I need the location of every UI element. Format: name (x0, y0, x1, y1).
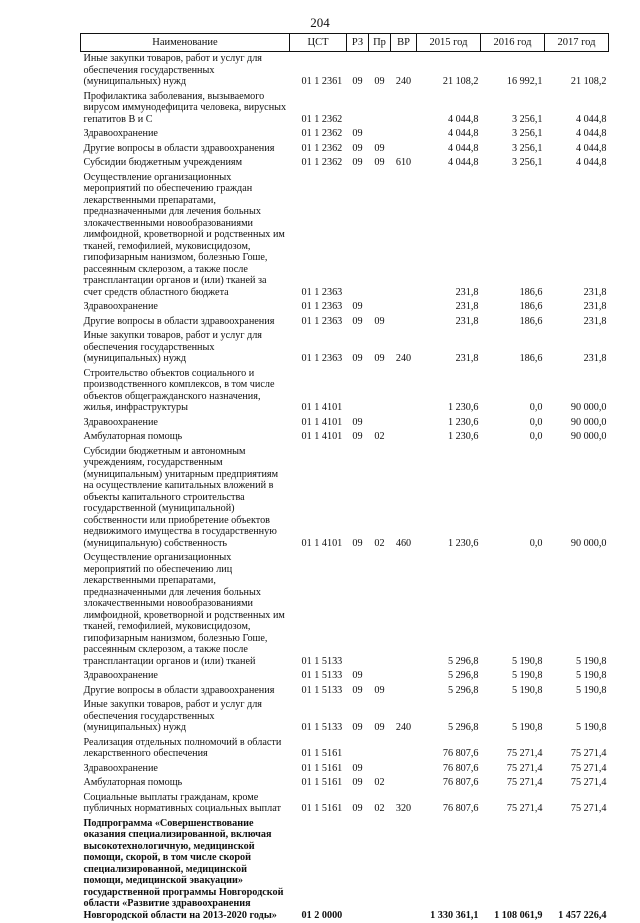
row-2015: 5 296,8 (417, 684, 481, 699)
row-vr: 320 (391, 791, 417, 817)
row-2017: 5 190,8 (545, 551, 609, 669)
row-pr: 02 (369, 430, 391, 445)
row-2016: 5 190,8 (481, 698, 545, 736)
row-name: Профилактика заболевания, вызываемого вирусом иммунодефицита человека, вирусных гепатитов В и С (81, 90, 290, 128)
row-rz: 09 (347, 762, 369, 777)
row-2015: 76 807,6 (417, 736, 481, 762)
row-2016: 5 190,8 (481, 669, 545, 684)
row-rz: 09 (347, 142, 369, 157)
row-vr (391, 127, 417, 142)
row-name: Другие вопросы в области здравоохранения (81, 142, 290, 157)
row-cst: 01 1 2363 (290, 171, 347, 301)
budget-table (80, 33, 609, 923)
row-cst: 01 1 4101 (290, 445, 347, 552)
row-name: Осуществление организационных мероприятий по обеспечению граждан лекарственными препаратами, предназначенными для лечения больных злокачественными новообразованиями лимфоидной, кроветворной и родственных им тканей, гемофилией, муковисцидозом, гипофизарным нанизмом, болезнью Гоше, рассеянным склерозом, а также после трансплантации органов и (или) тканей за счет средств областного бюджета (81, 171, 290, 301)
row-2015: 5 296,8 (417, 669, 481, 684)
row-2016: 75 271,4 (481, 776, 545, 791)
row-name: Социальные выплаты гражданам, кроме публичных нормативных социальных выплат (81, 791, 290, 817)
row-cst: 01 1 2363 (290, 329, 347, 367)
table-row (81, 416, 609, 431)
row-2015: 1 230,6 (417, 367, 481, 416)
row-cst: 01 1 2362 (290, 142, 347, 157)
table-row (81, 669, 609, 684)
row-2016: 1 108 061,9 (481, 817, 545, 923)
row-vr (391, 142, 417, 157)
table-row (81, 90, 609, 128)
row-name: Строительство объектов социального и производственного комплексов, в том числе объектов общегражданского назначения, жилья, инфраструктуры (81, 367, 290, 416)
row-pr (369, 817, 391, 923)
row-2017: 75 271,4 (545, 736, 609, 762)
row-rz: 09 (347, 669, 369, 684)
table-row (81, 127, 609, 142)
header-name: Наименование (81, 34, 290, 52)
row-name: Осуществление организационных мероприятий по обеспечению лиц лекарственными препаратами, предназначенными для лечения больных злокачественными новообразованиями лимфоидной, кроветворной и родственных им тканей, гемофилией, муковисцидозом, гипофизарным нанизмом, болезнью Гоше, рассеянным склерозом, а также после трансплантации органов и (или) тканей (81, 551, 290, 669)
row-pr: 09 (369, 698, 391, 736)
row-vr: 460 (391, 445, 417, 552)
row-rz: 09 (347, 684, 369, 699)
row-name: Амбулаторная помощь (81, 776, 290, 791)
row-2016: 75 271,4 (481, 736, 545, 762)
row-cst: 01 1 4101 (290, 416, 347, 431)
row-vr (391, 551, 417, 669)
row-name: Иные закупки товаров, работ и услуг для обеспечения государственных (муниципальных) нужд (81, 698, 290, 736)
row-name: Реализация отдельных полномочий в области лекарственного обеспечения (81, 736, 290, 762)
row-pr (369, 736, 391, 762)
row-name: Субсидии бюджетным и автономным учреждениям, государственным (муниципальным) унитарным предприятиям на осуществление капитальных вложений в объекты капитального строительства государственной (муниципальной) собственности или приобретение объектов недвижимого имущества в государственную (муниципальную) собственность (81, 445, 290, 552)
row-2015: 1 230,6 (417, 445, 481, 552)
row-name: Амбулаторная помощь (81, 430, 290, 445)
row-vr (391, 776, 417, 791)
row-name: Здравоохранение (81, 300, 290, 315)
row-2015: 4 044,8 (417, 142, 481, 157)
row-pr (369, 551, 391, 669)
table-row (81, 736, 609, 762)
row-cst: 01 1 2362 (290, 90, 347, 128)
table-row (81, 430, 609, 445)
row-vr (391, 367, 417, 416)
row-2017: 4 044,8 (545, 127, 609, 142)
row-2015: 4 044,8 (417, 156, 481, 171)
row-2016: 3 256,1 (481, 90, 545, 128)
row-2015: 4 044,8 (417, 127, 481, 142)
row-2017: 4 044,8 (545, 156, 609, 171)
row-2017: 75 271,4 (545, 791, 609, 817)
row-pr (369, 367, 391, 416)
row-2016: 186,6 (481, 171, 545, 301)
row-cst: 01 1 5133 (290, 551, 347, 669)
row-rz: 09 (347, 127, 369, 142)
row-2017: 75 271,4 (545, 762, 609, 777)
row-2016: 3 256,1 (481, 127, 545, 142)
row-2015: 231,8 (417, 300, 481, 315)
table-row (81, 300, 609, 315)
table-row (81, 762, 609, 777)
row-2016: 0,0 (481, 416, 545, 431)
row-vr: 240 (391, 52, 417, 90)
row-2016: 0,0 (481, 430, 545, 445)
row-2015: 76 807,6 (417, 791, 481, 817)
row-pr: 09 (369, 156, 391, 171)
row-2017: 5 190,8 (545, 684, 609, 699)
row-name: Подпрограмма «Совершенствование оказания специализированной, включая высокотехнологичную, медицинской помощи, скорой, в том числе скорой специализированной, медицинской помощи, медицинской эвакуации» государственной программы Новгородской области «Развитие здравоохранения Новгородской области на 2013-2020 годы» (81, 817, 290, 923)
row-2015: 76 807,6 (417, 776, 481, 791)
row-name: Здравоохранение (81, 669, 290, 684)
header-2017: 2017 год (545, 34, 609, 52)
row-rz: 09 (347, 791, 369, 817)
row-cst: 01 1 2363 (290, 300, 347, 315)
header-rz: РЗ (347, 34, 369, 52)
row-2016: 16 992,1 (481, 52, 545, 90)
row-pr (369, 669, 391, 684)
row-2016: 75 271,4 (481, 791, 545, 817)
row-pr: 02 (369, 776, 391, 791)
row-2016: 0,0 (481, 367, 545, 416)
row-vr (391, 736, 417, 762)
row-cst: 01 1 2363 (290, 315, 347, 330)
table-row (81, 171, 609, 301)
row-cst: 01 1 4101 (290, 367, 347, 416)
row-rz: 09 (347, 416, 369, 431)
row-2016: 0,0 (481, 445, 545, 552)
table-row (81, 684, 609, 699)
row-2017: 90 000,0 (545, 430, 609, 445)
row-pr: 09 (369, 329, 391, 367)
row-pr (369, 90, 391, 128)
row-vr (391, 300, 417, 315)
row-2016: 3 256,1 (481, 142, 545, 157)
table-body (81, 52, 609, 923)
table-row (81, 791, 609, 817)
row-pr: 02 (369, 791, 391, 817)
row-2015: 76 807,6 (417, 762, 481, 777)
header-vr: ВР (391, 34, 417, 52)
row-rz: 09 (347, 52, 369, 90)
table-row (81, 52, 609, 90)
row-pr (369, 127, 391, 142)
row-cst: 01 1 2362 (290, 127, 347, 142)
table-row (81, 156, 609, 171)
row-cst: 01 1 5133 (290, 684, 347, 699)
row-vr: 240 (391, 329, 417, 367)
row-vr (391, 762, 417, 777)
table-header-row (81, 34, 609, 52)
header-2015: 2015 год (417, 34, 481, 52)
row-cst: 01 1 5161 (290, 762, 347, 777)
row-2017: 4 044,8 (545, 90, 609, 128)
row-2017: 75 271,4 (545, 776, 609, 791)
row-name: Иные закупки товаров, работ и услуг для обеспечения государственных (муниципальных) нужд (81, 52, 290, 90)
row-2017: 231,8 (545, 315, 609, 330)
row-name: Здравоохранение (81, 127, 290, 142)
row-2017: 90 000,0 (545, 416, 609, 431)
row-2015: 5 296,8 (417, 698, 481, 736)
row-name: Другие вопросы в области здравоохранения (81, 315, 290, 330)
row-2015: 231,8 (417, 329, 481, 367)
row-2015: 5 296,8 (417, 551, 481, 669)
row-rz (347, 817, 369, 923)
row-name: Субсидии бюджетным учреждениям (81, 156, 290, 171)
row-2017: 90 000,0 (545, 445, 609, 552)
row-2017: 5 190,8 (545, 669, 609, 684)
header-2016: 2016 год (481, 34, 545, 52)
row-cst: 01 1 4101 (290, 430, 347, 445)
row-vr (391, 171, 417, 301)
row-pr (369, 762, 391, 777)
row-2015: 21 108,2 (417, 52, 481, 90)
row-vr: 610 (391, 156, 417, 171)
row-rz (347, 90, 369, 128)
row-vr (391, 669, 417, 684)
row-2015: 231,8 (417, 171, 481, 301)
page-number: 204 (0, 15, 640, 31)
row-2017: 21 108,2 (545, 52, 609, 90)
row-rz: 09 (347, 776, 369, 791)
table-row (81, 776, 609, 791)
table-row (81, 315, 609, 330)
row-cst: 01 1 5133 (290, 698, 347, 736)
row-pr: 09 (369, 142, 391, 157)
row-rz: 09 (347, 329, 369, 367)
row-vr (391, 416, 417, 431)
row-pr (369, 300, 391, 315)
row-2016: 186,6 (481, 300, 545, 315)
table-row (81, 551, 609, 669)
table-row (81, 329, 609, 367)
table-row (81, 142, 609, 157)
row-vr (391, 684, 417, 699)
row-cst: 01 1 2361 (290, 52, 347, 90)
header-pr: Пр (369, 34, 391, 52)
row-name: Здравоохранение (81, 416, 290, 431)
row-pr (369, 171, 391, 301)
row-2017: 90 000,0 (545, 367, 609, 416)
row-cst: 01 1 5161 (290, 791, 347, 817)
row-name: Здравоохранение (81, 762, 290, 777)
row-2015: 1 230,6 (417, 416, 481, 431)
row-rz: 09 (347, 315, 369, 330)
header-cst: ЦСТ (290, 34, 347, 52)
row-2016: 75 271,4 (481, 762, 545, 777)
row-2016: 3 256,1 (481, 156, 545, 171)
row-2015: 1 330 361,1 (417, 817, 481, 923)
row-2016: 5 190,8 (481, 551, 545, 669)
row-2016: 186,6 (481, 329, 545, 367)
table-row (81, 817, 609, 923)
row-cst: 01 1 5161 (290, 776, 347, 791)
row-vr (391, 817, 417, 923)
row-2015: 1 230,6 (417, 430, 481, 445)
row-vr (391, 315, 417, 330)
row-name: Иные закупки товаров, работ и услуг для обеспечения государственных (муниципальных) нужд (81, 329, 290, 367)
row-cst: 01 1 5161 (290, 736, 347, 762)
row-2017: 231,8 (545, 329, 609, 367)
row-pr: 09 (369, 684, 391, 699)
row-pr: 02 (369, 445, 391, 552)
row-rz: 09 (347, 300, 369, 315)
row-2017: 1 457 226,4 (545, 817, 609, 923)
row-2017: 231,8 (545, 171, 609, 301)
row-cst: 01 1 2362 (290, 156, 347, 171)
row-2015: 231,8 (417, 315, 481, 330)
row-2017: 5 190,8 (545, 698, 609, 736)
row-2017: 231,8 (545, 300, 609, 315)
row-pr: 09 (369, 52, 391, 90)
row-rz: 09 (347, 698, 369, 736)
row-rz (347, 551, 369, 669)
row-rz (347, 367, 369, 416)
row-2016: 186,6 (481, 315, 545, 330)
row-2015: 4 044,8 (417, 90, 481, 128)
row-vr (391, 90, 417, 128)
row-2016: 5 190,8 (481, 684, 545, 699)
row-name: Другие вопросы в области здравоохранения (81, 684, 290, 699)
row-vr: 240 (391, 698, 417, 736)
row-rz (347, 736, 369, 762)
row-rz (347, 171, 369, 301)
row-rz: 09 (347, 156, 369, 171)
row-pr: 09 (369, 315, 391, 330)
row-cst: 01 1 5133 (290, 669, 347, 684)
table-row (81, 445, 609, 552)
table-row (81, 367, 609, 416)
row-pr (369, 416, 391, 431)
row-vr (391, 430, 417, 445)
row-cst: 01 2 0000 (290, 817, 347, 923)
row-rz: 09 (347, 430, 369, 445)
row-2017: 4 044,8 (545, 142, 609, 157)
table-row (81, 698, 609, 736)
row-rz: 09 (347, 445, 369, 552)
